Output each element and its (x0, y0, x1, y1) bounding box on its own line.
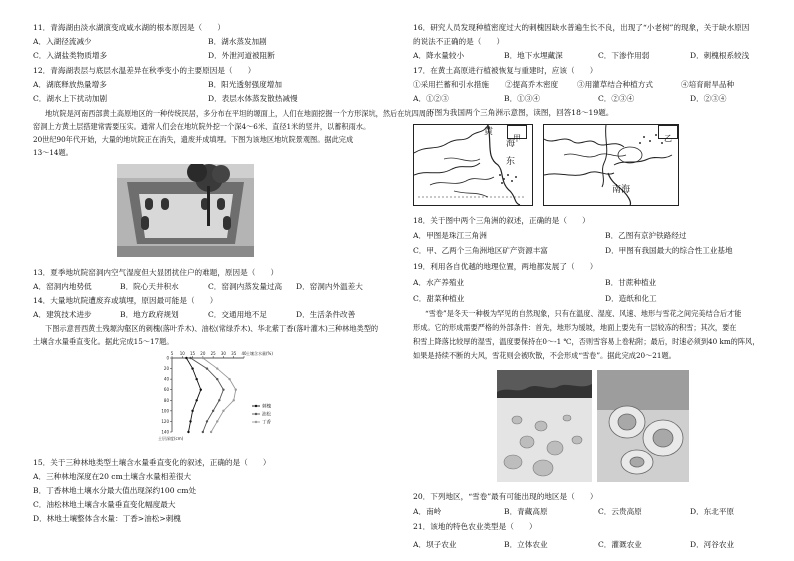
q13-stem: 13．夏季地坑院窑洞内空气湿度但大显团扰住户的难题，原因是（ ） (33, 268, 279, 277)
legend-label: 丁香 (262, 420, 271, 426)
q11-option-a: A．入湖径流减少 (33, 37, 92, 46)
passage1-line2: 窑洞上方黄土层搭建常需要压实。通常人们会在地坑院外挖一个深4～6米、直径1米的竖井，以蓄积雨水。 (33, 122, 371, 131)
q17-item-2: ②提高乔木密度 (505, 80, 559, 89)
q21-option-a: A．坝子农业 (413, 540, 457, 549)
q17-option-a: A．①②③ (413, 94, 449, 103)
series-point (191, 410, 193, 412)
legend-marker (255, 421, 257, 423)
dikengyuan-photo (117, 164, 254, 257)
q17-option-c: C．②③④ (598, 94, 635, 103)
q17-stem: 17．在黄土高原进行植被恢复与重建时，应该（ ） (413, 66, 598, 75)
passage1-line4: 13～14题。 (33, 148, 73, 157)
series-point (235, 389, 237, 391)
q21-stem: 21．该地的特色农业类型是（ ） (413, 522, 537, 531)
x-tick-label: 40 (241, 351, 247, 356)
q21-option-b: B．立体农业 (504, 540, 548, 549)
q18-option-b: B．乙图有京沪铁路经过 (605, 231, 687, 240)
delta-map-yi (543, 124, 679, 206)
q12-option-c: C．湖水上下扰动加剧 (33, 94, 108, 103)
q15-option-b: B．丁香林地土壤水分最大值出现深约100 cm处 (33, 486, 197, 495)
series-point (233, 399, 235, 401)
map-jia-label-box (507, 125, 527, 143)
legend-marker (255, 405, 257, 407)
q20-option-a: A．南岭 (413, 507, 442, 516)
passage3-line3: 积雪上降落比较厚的湿雪，温度要保持在0～-1 ℃，否则雪容易上卷粘附；最后，时速必须到40 km的阵风， (413, 337, 760, 346)
y-tick-label: 140 (161, 429, 169, 435)
q12-stem: 12．青海湖表层与底层水温差异在秋季变小的主要原因是（ ） (33, 66, 256, 75)
q17-option-b: B．①③④ (504, 94, 540, 103)
q16-option-a: A．降水量较小 (413, 51, 465, 60)
legend-label: 刺槐 (262, 404, 271, 410)
series-point (206, 367, 208, 369)
x-tick-label: 20 (200, 351, 206, 356)
map-yi-label: 乙 (664, 134, 672, 143)
x-tick-label: 15 (190, 351, 196, 356)
series-point (216, 367, 218, 369)
q15-option-d: D．林地土壤整体含水量：丁香>油松>刺槐 (33, 514, 181, 523)
q11-option-c: C．入湖盐类物质增多 (33, 51, 108, 60)
y-axis-label: 土层深度(cm) (158, 436, 184, 441)
q18-option-a: A．甲图是珠江三角洲 (413, 231, 487, 240)
series-point (187, 431, 189, 433)
q20-stem: 20．下列地区，“雪卷”最有可能出现的地区是（ ） (413, 492, 598, 501)
series-point (222, 389, 224, 391)
q11-option-b: B．湖水蒸发加剧 (208, 37, 267, 46)
y-tick-label: 100 (161, 408, 169, 414)
series-point (228, 378, 230, 380)
q20-option-d: D．东北平原 (690, 507, 735, 516)
passage3-line2: 形成。它的形成需要严格的外部条件：首先，地形为缓坡，地面上要先有一层较冻的积雪；其次，要在 (413, 323, 737, 332)
delta-map-jia (413, 124, 533, 206)
q20-option-c: C．云贵高原 (598, 507, 642, 516)
q16-option-d: D．刺槐根系较浅 (690, 51, 750, 60)
q17-option-d: D．②③④ (690, 94, 727, 103)
q12-option-a: A．湖底释放热量增多 (33, 80, 107, 89)
q11-stem: 11．青海湖由淡水湖演变成咸水湖的根本原因是（ ） (33, 23, 225, 32)
y-tick-label: 20 (163, 366, 169, 372)
x-tick-label: 30 (220, 351, 226, 356)
q17-item-3: ③用灌草结合种植方式 (577, 80, 653, 89)
y-tick-label: 0 (166, 355, 169, 361)
y-tick-label: 60 (163, 387, 169, 393)
q15-stem: 15．关于三种林地类型土壤含水量垂直变化的叙述，正确的是（ ） (33, 458, 271, 467)
q16-stem: 16．研究人员发现种植密度过大的刺槐因缺水普遍生长不良，出现了“小老树”的现象，关于缺水原因 (413, 23, 750, 32)
map-jia-land-label: 东 (506, 157, 516, 167)
q12-option-b: B．阳光透射强度增加 (208, 80, 282, 89)
x-axis-label: 土壤含水量(%) (246, 351, 273, 356)
series-point (185, 357, 187, 359)
q15-option-a: A．三种林地深度在20 cm土壤含水量相差很大 (33, 472, 192, 481)
q21-option-d: D．河谷农业 (690, 540, 735, 549)
q13-option-d: D．窑洞内外温差大 (296, 282, 363, 291)
map-yi-sea-label: 南海 (612, 185, 631, 195)
q19-option-d: D．造纸和化工 (605, 294, 657, 303)
y-tick-label: 120 (161, 418, 169, 424)
q16-option-c: C．下渗作用弱 (598, 51, 650, 60)
q14-option-d: D．生活条件改善 (296, 310, 356, 319)
series-point (195, 378, 197, 380)
soil-moisture-chart (140, 346, 310, 446)
q18-option-c: C．甲、乙两个三角洲地区矿产资源丰富 (413, 246, 548, 255)
series-point (189, 420, 191, 422)
q21-option-c: C．灌溉农业 (598, 540, 642, 549)
legend-label: 油松 (262, 412, 271, 418)
map-jia-sea-label-2: 海 (506, 139, 516, 149)
series-point (189, 357, 191, 359)
x-tick-label: 10 (179, 351, 185, 356)
x-tick-label: 5 (170, 351, 174, 356)
q14-option-a: A．建筑技术进步 (33, 310, 92, 319)
q14-option-c: C．交通用地不足 (208, 310, 267, 319)
y-tick-label: 80 (163, 397, 169, 403)
series-point (216, 378, 218, 380)
q18-option-d: D．甲图有我国最大的综合性工业基地 (605, 246, 733, 255)
q13-option-b: B．院心天井积水 (120, 282, 179, 291)
passage3-line4: 如果是持续不断的大风，雪花则会被吹散，不会形成“雪卷”。据此完成20～21题。 (413, 351, 676, 360)
series-point (195, 399, 197, 401)
q16-option-b: B．地下水埋藏深 (504, 51, 563, 60)
q19-option-c: C．甜菜种植业 (413, 294, 465, 303)
series-point (216, 420, 218, 422)
maps-intro: 下图为我国两个三角洲示意图，读图，回答18～19题。 (427, 108, 614, 117)
q20-option-b: B．青藏高原 (504, 507, 548, 516)
y-tick-label: 40 (163, 376, 169, 382)
q19-option-a: A．水产养殖业 (413, 278, 465, 287)
right-column (397, 0, 794, 561)
series-point (222, 410, 224, 412)
series-point (191, 367, 193, 369)
map-jia-label: 甲 (513, 134, 521, 143)
series-point (210, 431, 212, 433)
q11-option-d: D．外泄河道被阻断 (208, 51, 275, 60)
x-tick-label: 35 (231, 351, 237, 356)
snow-roller-photo-1 (497, 370, 592, 482)
series-point (212, 410, 214, 412)
series-point (200, 389, 202, 391)
passage1-line3: 20世纪90年代开始，大量的地坑院正在消失，遗废并成填埋。下图为该地区地坑院景观图。据此完成 (33, 135, 354, 144)
passage2-line1: 下图示意晋西黄土残塬沟壑区的刺槐(落叶乔木)、油松(常绿乔木)、华北紫丁香(落叶灌木)三种林地类型的 (45, 324, 379, 333)
q12-option-d: D．表层水体蒸发散热减慢 (208, 94, 298, 103)
passage3-line1: “雪卷”是冬天一种极为罕见的自然现象，只有在温度、湿度、风速、地形与雪花之间完美结合后才能 (425, 309, 742, 318)
q13-option-a: A．窑洞内地势低 (33, 282, 92, 291)
series-point (202, 357, 204, 359)
series-point (202, 431, 204, 433)
passage2-line2: 土壤含水量垂直变化。据此完成15～17题。 (33, 337, 174, 346)
snow-roller-photo-2 (597, 370, 689, 482)
q16-stem-cont: 的说法不正确的是（ ） (413, 37, 505, 46)
q17-item-1: ①采用拦蓄和引水措施 (413, 80, 489, 89)
series-point (218, 399, 220, 401)
legend-marker (255, 413, 257, 415)
q14-option-b: B．地方政府规划 (120, 310, 179, 319)
q14-stem: 14．大量地坑院遭废弃或填埋，原因最可能是（ ） (33, 296, 218, 305)
q13-option-c: C．窑洞内蒸发量过高 (208, 282, 283, 291)
x-tick-label: 25 (210, 351, 216, 356)
q15-option-c: C．油松林地土壤含水量垂直变化幅度最大 (33, 500, 176, 509)
q19-option-b: B．甘蔗种植业 (605, 278, 657, 287)
map-jia-sea-label-1: 黄 (484, 127, 494, 137)
series-point (206, 420, 208, 422)
q18-stem: 18．关于图中两个三角洲的叙述，正确的是（ ） (413, 216, 590, 225)
q19-stem: 19．利用各自优越的地理位置，两地都发展了（ ） (413, 262, 598, 271)
q17-item-4: ④培育耐旱品种 (681, 80, 735, 89)
map-yi-label-box (658, 125, 678, 143)
passage1-line1: 地坑院是河南西部黄土高原地区的一种传统民居，多分布在平坦的塬面上，人们在地面挖掘一个方形深坑，然后在坑四周的 (45, 109, 434, 118)
